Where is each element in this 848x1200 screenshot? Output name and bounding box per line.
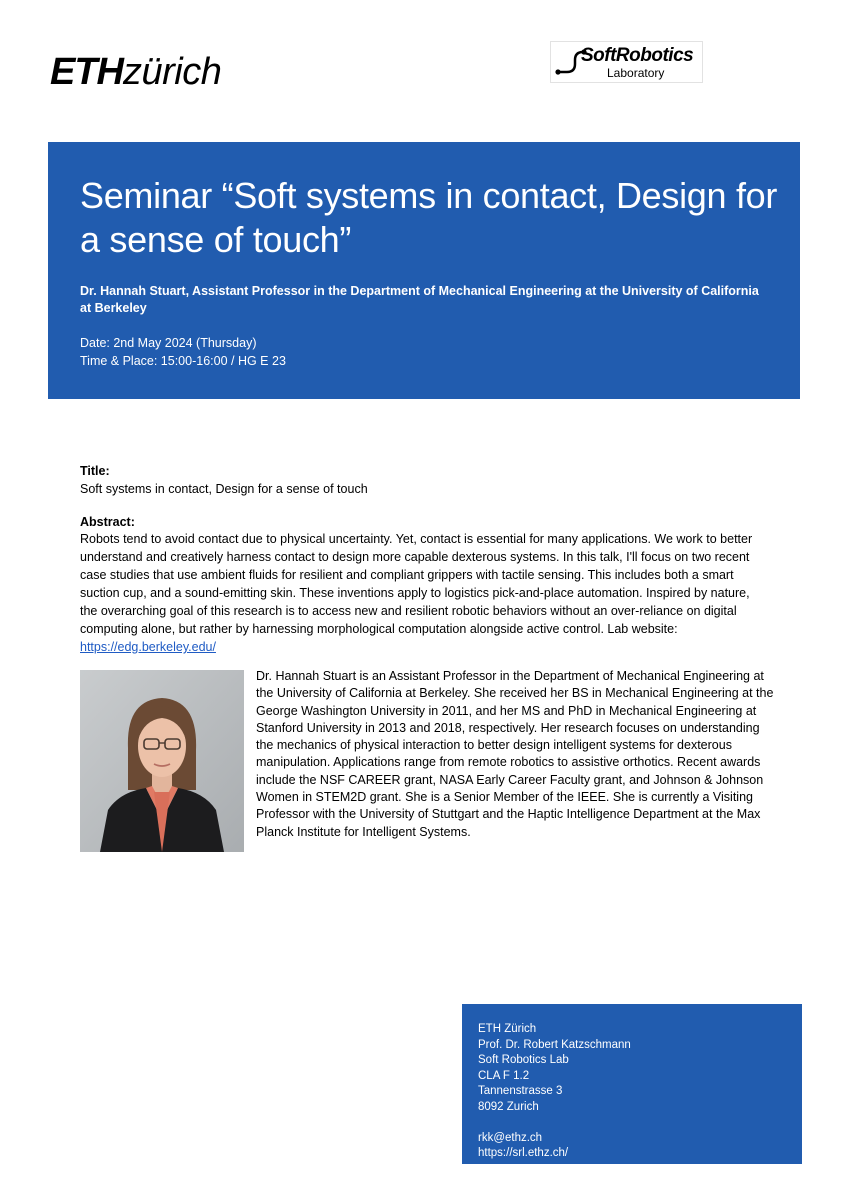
abstract-body: Robots tend to avoid contact due to physical uncertainty. Yet, contact is essential for many applications. We work to better understand and creatively harness contact to design more capable dexterous systems. In this talk, I'll focus on two recent case studies that use ambient fluids for resilient and compliant grippers with tactile sensing. This includes both a smart suction cup, and a sound-emitting skin. These inventions apply to logistics pick-and-place automation. Inspired by nature, the overarching goal of this research is to access new and resilient robotic behaviors without an over-reliance on digital computing alone, but rather by harnessing morphological computation alongside active control. Lab website: [80, 532, 753, 636]
soft-robotics-lab-logo [550, 41, 703, 83]
seminar-banner [48, 142, 800, 399]
lab-website-link[interactable]: https://edg.berkeley.edu/ [80, 640, 216, 654]
abstract-paragraph [80, 530, 770, 656]
eth-logo-bold: ETH [50, 51, 123, 93]
contact-lab: Soft Robotics Lab [478, 1054, 569, 1066]
eth-logo-light: zürich [123, 51, 222, 93]
lab-logo-title: SoftRobotics [581, 45, 694, 66]
speaker-line: Dr. Hannah Stuart, Assistant Professor in the Department of Mechanical Engineering at the University of California at Berkeley [80, 284, 759, 315]
contact-website[interactable]: https://srl.ethz.ch/ [478, 1147, 569, 1159]
contact-city: 8092 Zurich [478, 1100, 539, 1113]
contact-box [462, 1004, 802, 1164]
eth-zurich-logo [50, 52, 221, 92]
contact-institution: ETH Zürich [478, 1023, 537, 1035]
talk-title-value: Soft systems in contact, Design for a sense of touch [80, 482, 368, 496]
speaker-bio: Dr. Hannah Stuart is an Assistant Professor in the Department of Mechanical Engineering at the University of California at Berkeley. She received her BS in Mechanical Engineering at the George Washington University in 2011, and her MS and PhD in Mechanical Engineering at Stanford University in 2013 and 2018, respectively. Her research focuses on understanding the mechanics of physical interaction to better design intelligent systems for dexterous manipulation. Applications range from remote robotics to assistive orthotics. Recent awards include the NSF CAREER grant, NASA Early Career Faculty grant, and Johnson & Johnson Women in STEM2D grant. She is a Senior Member of the IEEE. She is currently a Visiting Professor with the University of Stuttgart and the Haptic Intelligence Department at the Max Planck Institute for Intelligent Systems. [256, 669, 774, 839]
contact-email[interactable]: rkk@ethz.ch [478, 1131, 543, 1144]
contact-spacer [478, 1115, 631, 1131]
contact-street: Tannenstrasse 3 [478, 1085, 563, 1097]
seminar-time-place: Time & Place: 15:00-16:00 / HG E 23 [80, 354, 286, 368]
talk-title-label: Title: [80, 464, 110, 478]
seminar-date: Date: 2nd May 2024 (Thursday) [80, 336, 257, 350]
contact-room: CLA F 1.2 [478, 1069, 530, 1082]
contact-person: Prof. Dr. Robert Katzschmann [478, 1038, 631, 1051]
seminar-title: Seminar “Soft systems in contact, Design for a sense of touch” [80, 175, 778, 260]
abstract-label: Abstract: [80, 515, 135, 529]
speaker-photo [80, 670, 244, 852]
lab-logo-subtitle: Laboratory [607, 66, 665, 80]
